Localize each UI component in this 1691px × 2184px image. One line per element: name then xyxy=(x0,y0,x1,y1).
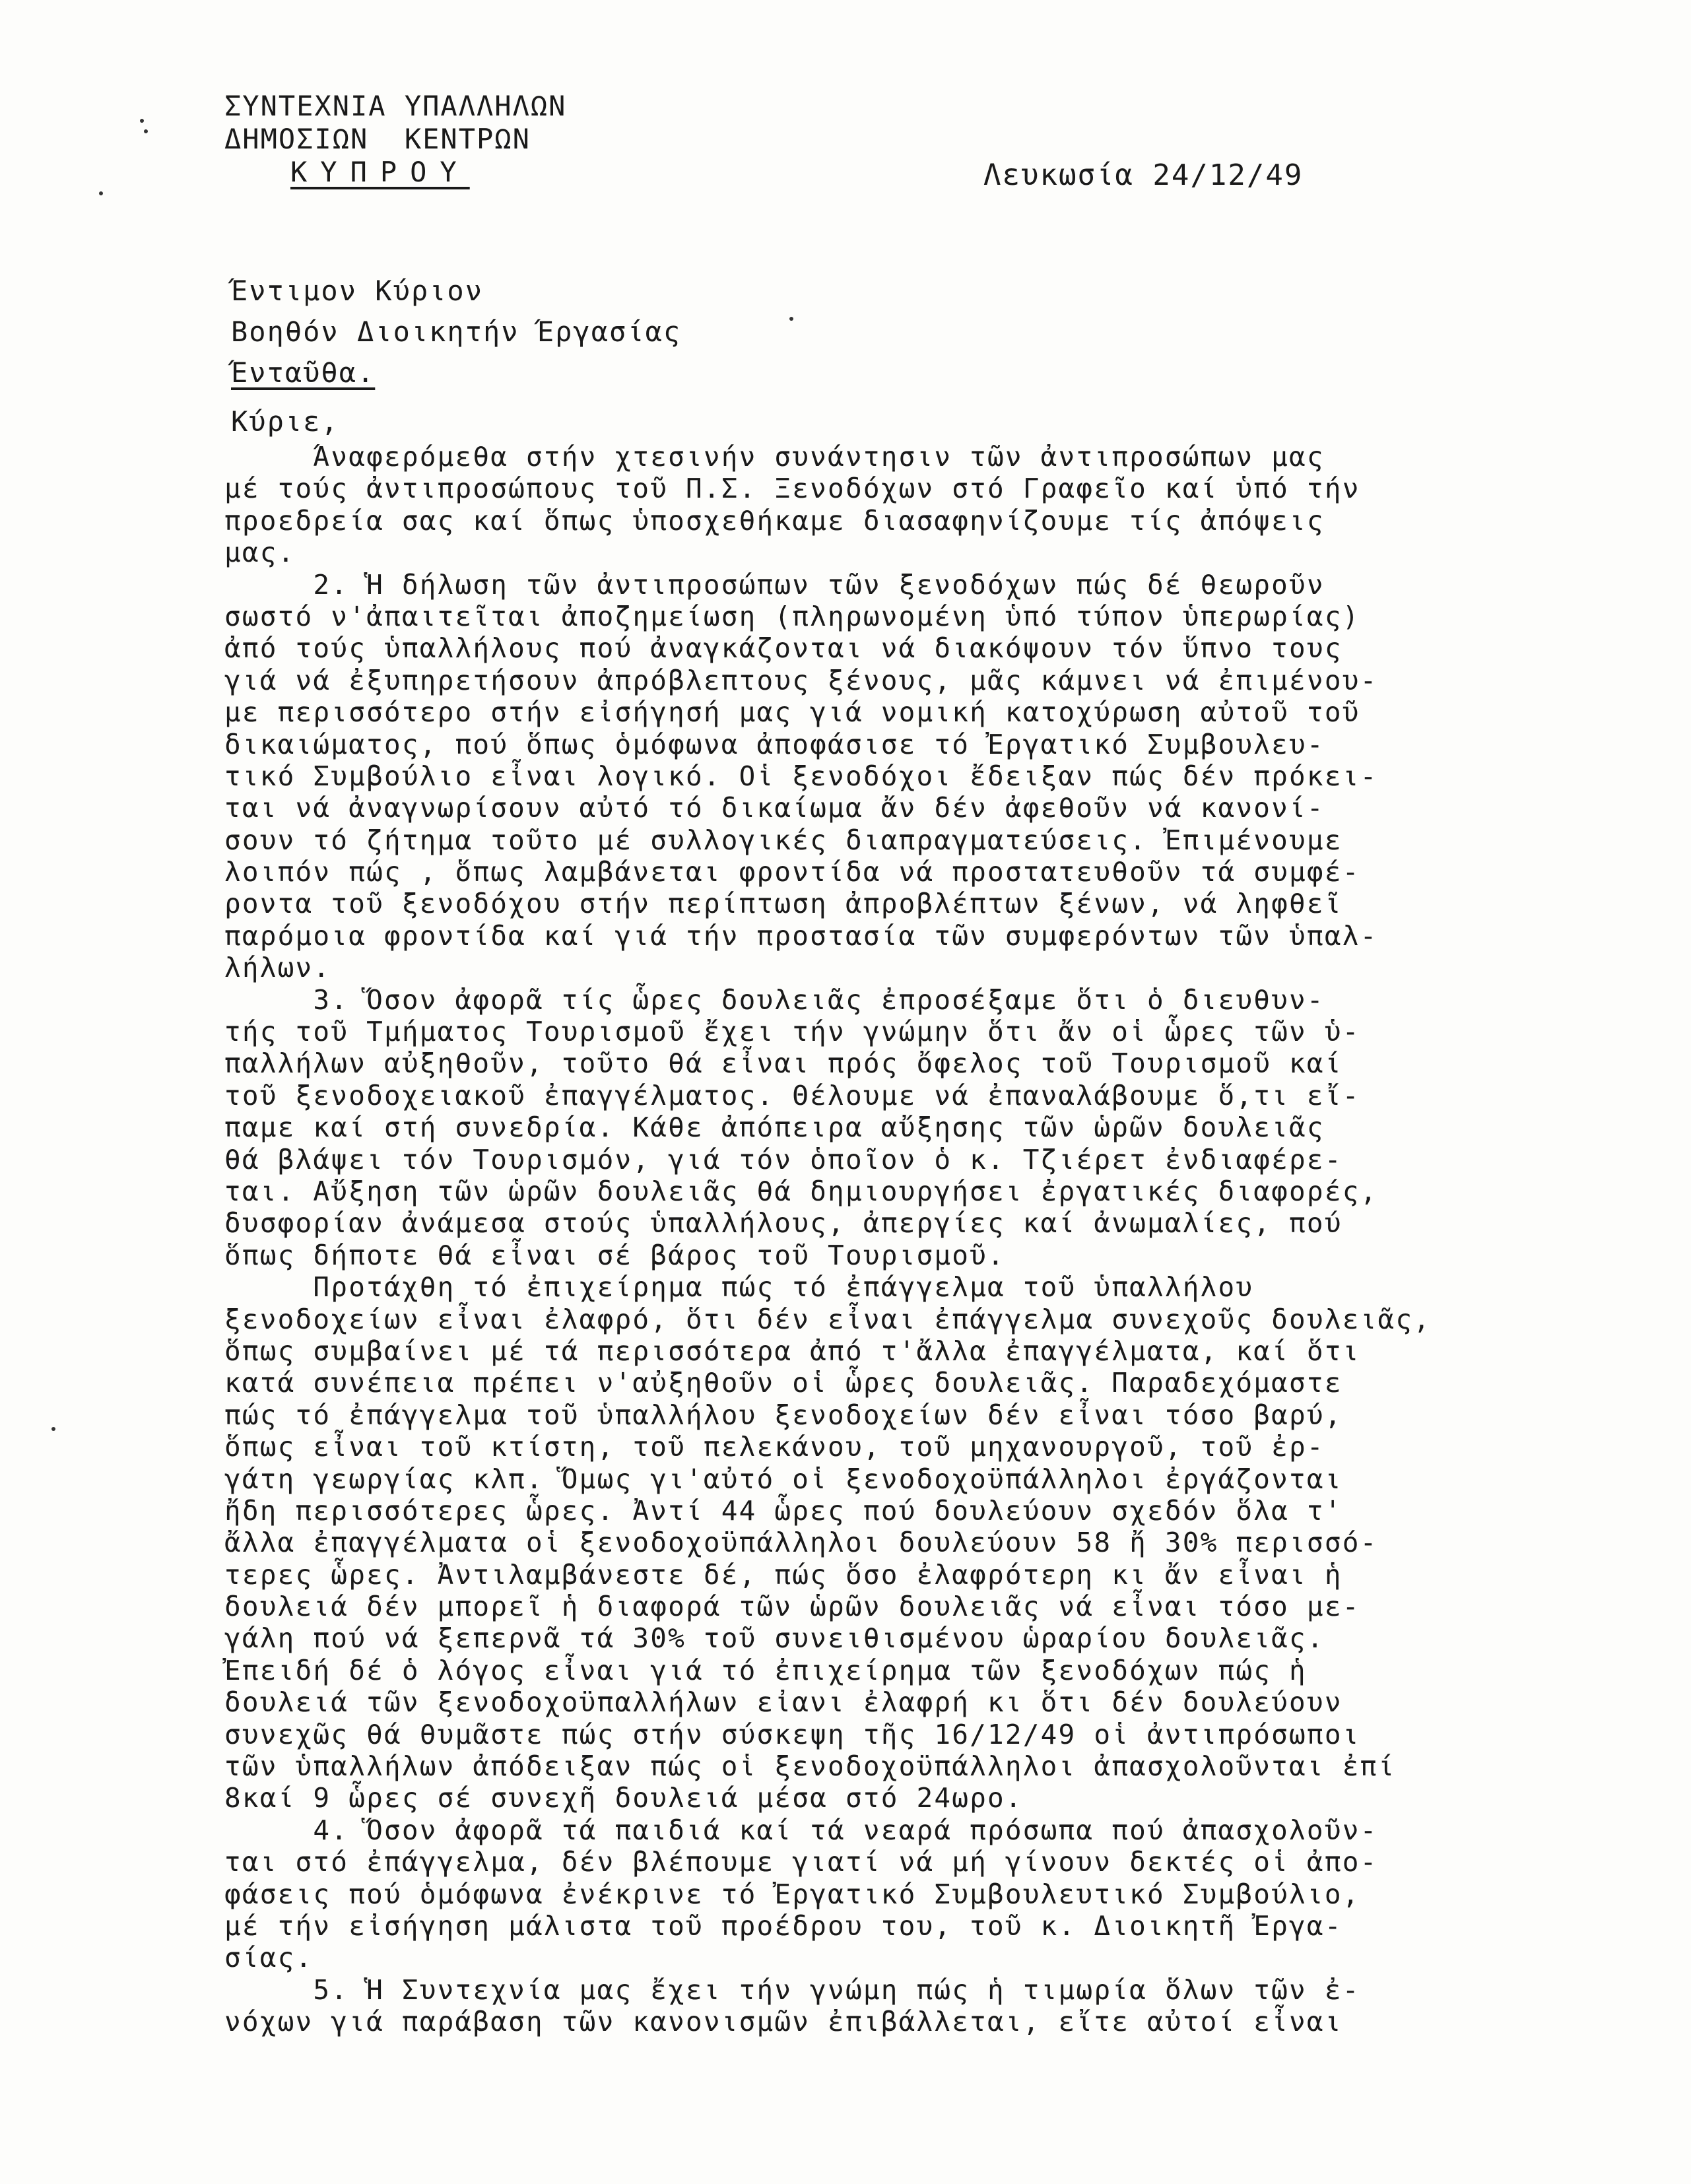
body-line: ὅπως συμβαίνει μέ τά περισσότερα ἀπό τ'ἄλλα ἐπαγγέλματα, καί ὅτι xyxy=(224,1335,1360,1367)
body-line: τοῦ ξενοδοχειακοῦ ἐπαγγέλματος. Θέλουμε νά ἐπαναλάβουμε ὅ,τι εἴ- xyxy=(224,1079,1360,1111)
body-line: κατά συνέπεια πρέπει ν'αὐξηθοῦν οἱ ὧρες δουλειᾶς. Παραδεχόμαστε xyxy=(224,1367,1343,1399)
ink-speck xyxy=(144,129,148,133)
letter-body xyxy=(224,441,1584,2072)
body-line: σωστό ν'ἀπαιτεῖται ἀποζημείωση (πληρωνομένη ὑπό τύπον ὑπερωρίας) xyxy=(224,600,1360,632)
body-line: μέ τήν εἰσήγηση μάλιστα τοῦ προέδρου του, τοῦ κ. Διοικητῆ Ἐργα- xyxy=(224,1909,1343,1942)
body-line: ἀπό τούς ὑπαλλήλους πού ἀναγκάζονται νά διακόψουν τόν ὕπνο τους xyxy=(224,632,1343,665)
letterhead-line-3: ΚΥΠΡΟΥ xyxy=(290,156,470,188)
letterhead-line-2: ΔΗΜΟΣΙΩΝ ΚΕΝΤΡΩΝ xyxy=(224,123,531,155)
body-line: δουλειά τῶν ξενοδοχοϋπαλλήλων εἰανι ἐλαφρή κι ὅτι δέν δουλεύουν xyxy=(224,1686,1343,1719)
ink-speck xyxy=(99,191,103,195)
ink-speck xyxy=(140,119,144,123)
ink-speck xyxy=(789,317,793,321)
letterhead xyxy=(224,92,566,191)
body-line: δουλειά δέν μπορεῖ ἡ διαφορά τῶν ὡρῶν δουλειᾶς νά εἶναι τόσο με- xyxy=(224,1591,1360,1623)
body-line: θά βλάψει τόν Τουρισμόν, γιά τόν ὁποῖον ὁ κ. Τζιέρετ ἐνδιαφέρε- xyxy=(224,1143,1343,1175)
body-line: μέ τούς ἀντιπροσώπους τοῦ Π.Σ. Ξενοδόχων στό Γραφεῖο καί ὑπό τήν xyxy=(224,473,1360,505)
body-line: γιά νά ἐξυπηρετήσουν ἀπρόβλεπτους ξένους, μᾶς κάμνει νά ἐπιμένου- xyxy=(224,664,1378,696)
body-line: ροντα τοῦ ξενοδόχου στήν περίπτωση ἀπροβλέπτων ξένων, νά ληφθεῖ xyxy=(224,888,1343,920)
body-line: ὅπως εἶναι τοῦ κτίστη, τοῦ πελεκάνου, τοῦ μηχανουργοῦ, τοῦ ἐρ- xyxy=(224,1431,1325,1463)
body-line: τής τοῦ Τμήματος Τουρισμοῦ ἔχει τήν γνώμην ὅτι ἄν οἱ ὧρες τῶν ὑ- xyxy=(224,1016,1360,1048)
body-line: ται νά ἀναγνωρίσουν αὐτό τό δικαίωμα ἄν δέν ἀφεθοῦν νά κανονί- xyxy=(224,792,1325,824)
body-line: με περισσότερο στήν εἰσήγησή μας γιά νομική κατοχύρωση αὐτοῦ τοῦ xyxy=(224,696,1360,729)
body-line: τικό Συμβούλιο εἶναι λογικό. Οἱ ξενοδόχοι ἔδειξαν πώς δέν πρόκει- xyxy=(224,760,1378,792)
body-line xyxy=(224,2041,1584,2072)
body-line: 3. Ὅσον ἀφορᾶ τίς ὧρες δουλειᾶς ἐπροσέξαμε ὅτι ὁ διευθυν- xyxy=(224,983,1325,1016)
body-line: 4. Ὅσον ἀφορᾶ τά παιδιά καί τά νεαρά πρόσωπα πού ἀπασχολοῦν- xyxy=(224,1814,1378,1846)
body-line: φάσεις πού ὁμόφωνα ἐνέκρινε τό Ἐργατικό Συμβουλευτικό Συμβούλιο, xyxy=(224,1878,1360,1910)
body-line: 8καί 9 ὧρες σέ συνεχῆ δουλειά μέσα στό 24ωρο. xyxy=(224,1782,1023,1814)
body-line: Ἐπειδή δέ ὁ λόγος εἶναι γιά τό ἐπιχείρημα τῶν ξενοδόχων πώς ἡ xyxy=(224,1654,1307,1686)
body-line: Άναφερόμεθα στήν χτεσινήν συνάντησιν τῶν ἀντιπροσώπων μας xyxy=(224,441,1325,473)
body-line: προεδρεία σας καί ὅπως ὑποσχεθήκαμε διασαφηνίζουμε τίς ἀπόψεις xyxy=(224,504,1325,537)
salutation: Κύριε, xyxy=(231,405,339,438)
body-line: δυσφορίαν ἀνάμεσα στούς ὑπαλλήλους, ἀπεργίες καί ἀνωμαλίες, πού xyxy=(224,1207,1343,1240)
body-line: σουν τό ζήτημα τοῦτο μέ συλλογικές διαπραγματεύσεις. Ἐπιμένουμε xyxy=(224,824,1343,856)
body-line: ται στό ἐπάγγελμα, δέν βλέπουμε γιατί νά μή γίνουν δεκτές οἱ ἀπο- xyxy=(224,1846,1378,1878)
body-line: παμε καί στή συνεδρία. Κάθε ἀπόπειρα αὔξησης τῶν ὡρῶν δουλειᾶς xyxy=(224,1111,1325,1144)
body-line: παλλήλων αὐξηθοῦν, τοῦτο θά εἶναι πρός ὄφελος τοῦ Τουρισμοῦ καί xyxy=(224,1047,1343,1080)
body-line: ἤδη περισσότερες ὧρες. Ἀντί 44 ὧρες πού δουλεύουν σχεδόν ὅλα τ' xyxy=(224,1494,1343,1527)
body-line: λοιπόν πώς , ὅπως λαμβάνεται φροντίδα νά προστατευθοῦν τά συμφέ- xyxy=(224,856,1360,888)
addressee-line-2: Βοηθόν Διοικητήν Έργασίας xyxy=(231,315,682,348)
addressee-line-1: Έντιμον Κύριον xyxy=(231,275,484,307)
body-line: Προτάχθη τό ἐπιχείρημα πώς τό ἐπάγγελμα τοῦ ὑπαλλήλου xyxy=(224,1271,1254,1304)
addressee-line-3: Ένταῦθα. xyxy=(231,356,376,389)
date-line: Λευκωσία 24/12/49 xyxy=(983,158,1304,192)
body-line: 2. Ἡ δήλωση τῶν ἀντιπροσώπων τῶν ξενοδόχων πώς δέ θεωροῦν xyxy=(224,568,1325,601)
letterhead-line-1: ΣΥΝΤΕΧΝΙΑ ΥΠΑΛΛΗΛΩΝ xyxy=(224,90,567,122)
body-line: ται. Αὔξηση τῶν ὡρῶν δουλειᾶς θά δημιουργήσει ἐργατικές διαφορές, xyxy=(224,1175,1378,1207)
body-line: ἄλλα ἐπαγγέλματα οἱ ξενοδοχοϋπάλληλοι δουλεύουν 58 ἤ 30% περισσό- xyxy=(224,1527,1378,1559)
body-line: συνεχῶς θά θυμᾶστε πώς στήν σύσκεψη τῆς 16/12/49 οἱ ἀντιπρόσωποι xyxy=(224,1718,1360,1750)
body-line: γάλη πού νά ξεπερνᾶ τά 30% τοῦ συνειθισμένου ὡραρίου δουλειᾶς. xyxy=(224,1622,1325,1655)
body-line: ὅπως δήποτε θά εἶναι σέ βάρος τοῦ Τουρισμοῦ. xyxy=(224,1239,1005,1271)
body-line: σίας. xyxy=(224,1942,314,1974)
body-line: γάτη γεωργίας κλπ. Ὅμως γι'αὐτό οἱ ξενοδοχοϋπάλληλοι ἐργάζονται xyxy=(224,1463,1343,1495)
body-line: νόχων γιά παράβαση τῶν κανονισμῶν ἐπιβάλλεται, εἴτε αὐτοί εἶναι xyxy=(224,2006,1343,2038)
body-line: πώς τό ἐπάγγελμα τοῦ ὑπαλλήλου ξενοδοχείων δέν εἶναι τόσο βαρύ, xyxy=(224,1399,1343,1431)
body-line: ξενοδοχείων εἶναι ἐλαφρό, ὅτι δέν εἶναι ἐπάγγελμα συνεχοῦς δουλειᾶς, xyxy=(224,1303,1432,1335)
ink-speck xyxy=(51,1427,55,1431)
body-line: 5. Ἡ Συντεχνία μας ἔχει τήν γνώμη πώς ἡ τιμωρία ὅλων τῶν ἐ- xyxy=(224,1973,1360,2006)
addressee-block xyxy=(231,277,681,400)
body-line: δικαιώματος, πού ὅπως ὁμόφωνα ἀποφάσισε τό Ἐργατικό Συμβουλευ- xyxy=(224,728,1325,760)
body-line: παρόμοια φροντίδα καί γιά τήν προστασία τῶν συμφερόντων τῶν ὑπαλ- xyxy=(224,919,1378,952)
body-line: λήλων. xyxy=(224,952,331,984)
body-line: τῶν ὑπαλλήλων ἀπόδειξαν πώς οἱ ξενοδοχοϋπάλληλοι ἀπασχολοῦνται ἐπί xyxy=(224,1750,1396,1783)
body-line: μας. xyxy=(224,537,296,569)
body-line: τερες ὧρες. Ἀντιλαμβάνεστε δέ, πώς ὅσο ἐλαφρότερη κι ἄν εἶναι ἡ xyxy=(224,1558,1343,1591)
